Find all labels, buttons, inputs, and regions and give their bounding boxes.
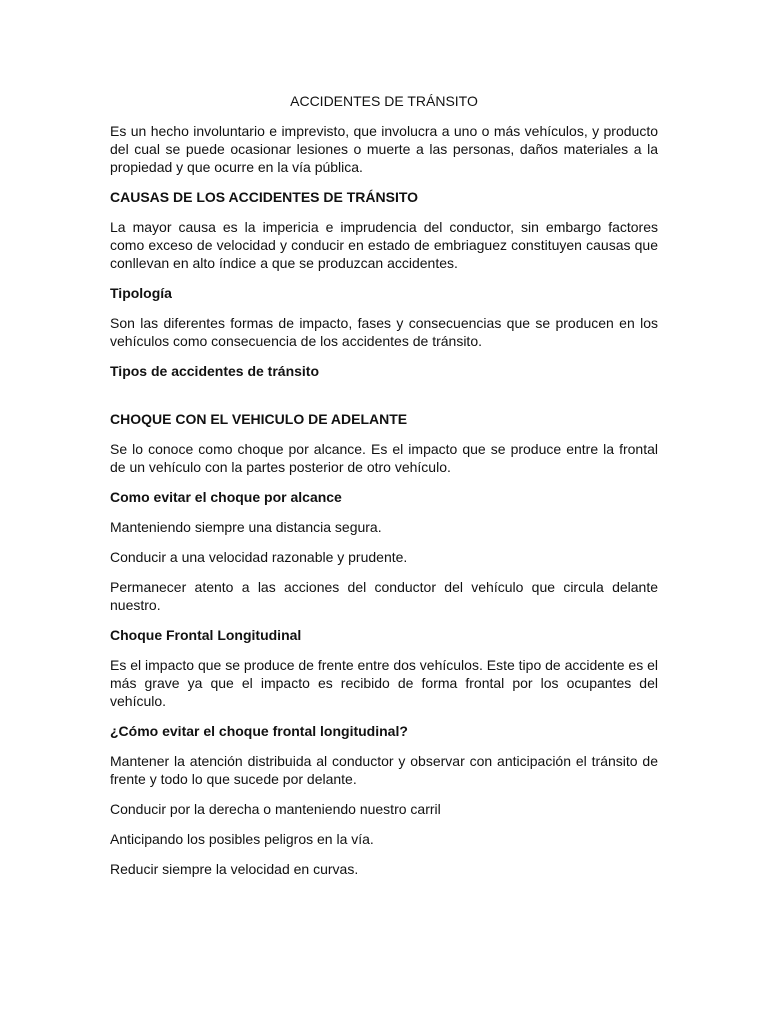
rear-avoid-heading: Como evitar el choque por alcance bbox=[110, 489, 342, 505]
document-page bbox=[110, 92, 658, 890]
intro-paragraph: Es un hecho involuntario e imprevisto, que involucra a uno o más vehículos, y producto del cual se puede ocasionar lesiones o muerte a las personas, daños materiales a la propiedad y que ocurre en la vía pública. bbox=[110, 123, 658, 175]
rear-collision-heading: CHOQUE CON EL VEHICULO DE ADELANTE bbox=[110, 411, 408, 427]
frontal-avoid-item-4: Reducir siempre la velocidad en curvas. bbox=[110, 861, 359, 877]
rear-avoid-item-3: Permanecer atento a las acciones del conductor del vehículo que circula delante nuestro. bbox=[110, 579, 658, 613]
rear-collision-paragraph: Se lo conoce como choque por alcance. Es el impacto que se produce entre la frontal de un vehículo con la partes posterior de otro vehículo. bbox=[110, 441, 658, 475]
rear-avoid-item-1: Manteniendo siempre una distancia segura. bbox=[110, 519, 382, 535]
typology-heading: Tipología bbox=[110, 285, 172, 301]
types-heading: Tipos de accidentes de tránsito bbox=[110, 363, 320, 379]
causes-paragraph: La mayor causa es la impericia e imprudencia del conductor, sin embargo factores como exceso de velocidad y conducir en estado de embriaguez constituyen causas que conllevan en alto índice a que se produzcan accidentes. bbox=[110, 219, 658, 271]
frontal-avoid-item-2: Conducir por la derecha o manteniendo nuestro carril bbox=[110, 801, 441, 817]
causes-heading: CAUSAS DE LOS ACCIDENTES DE TRÁNSITO bbox=[110, 189, 419, 205]
frontal-avoid-item-1: Mantener la atención distribuida al conductor y observar con anticipación el tránsito de frente y todo lo que sucede por delante. bbox=[110, 753, 658, 787]
document-title: ACCIDENTES DE TRÁNSITO bbox=[290, 93, 478, 109]
frontal-collision-paragraph: Es el impacto que se produce de frente entre dos vehículos. Este tipo de accidente es el más grave ya que el impacto es recibido de forma frontal por los ocupantes del vehículo. bbox=[110, 657, 658, 709]
frontal-avoid-heading: ¿Cómo evitar el choque frontal longitudinal? bbox=[110, 723, 408, 739]
typology-paragraph: Son las diferentes formas de impacto, fases y consecuencias que se producen en los vehículos como consecuencia de los accidentes de tránsito. bbox=[110, 315, 658, 349]
section-spacer bbox=[110, 392, 658, 410]
rear-avoid-item-2: Conducir a una velocidad razonable y prudente. bbox=[110, 549, 408, 565]
frontal-collision-heading: Choque Frontal Longitudinal bbox=[110, 627, 302, 643]
frontal-avoid-item-3: Anticipando los posibles peligros en la vía. bbox=[110, 831, 374, 847]
